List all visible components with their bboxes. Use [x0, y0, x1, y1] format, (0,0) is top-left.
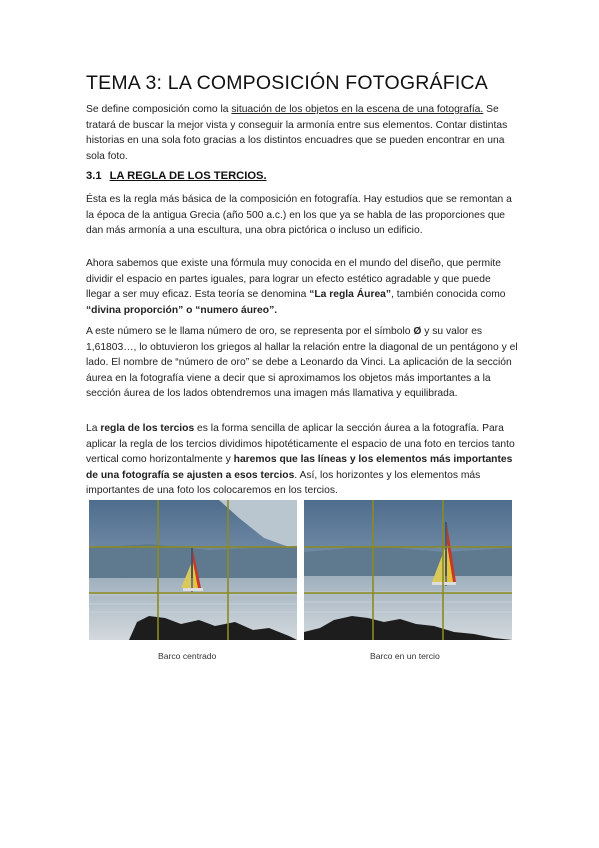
photo-boat-centered [89, 500, 297, 640]
p4-text-3: . Así, los horizontes y los elementos más importantes de una foto los colocaremos en los tercios. [86, 469, 481, 497]
p3-bold-symbol: Ø [413, 326, 422, 337]
intro-underlined-text: situación de los objetos en la escena de una fotografía. [231, 104, 484, 115]
p4-bold-regla-tercios: regla de los tercios [100, 423, 195, 434]
p4-bold-lineas: haremos que las líneas y los elementos más importantes de una fotografía se ajusten a esos tercios [86, 454, 513, 481]
photo-boat-on-third [304, 500, 512, 640]
section-number: 3.1 [86, 170, 102, 182]
p3-text: A este número se le llama número de oro, se representa por el símbolo [86, 326, 414, 337]
boat-third-image [304, 500, 512, 640]
paragraph-3 [86, 324, 518, 402]
p2-bold-regla-aurea: “La regla Áurea” [309, 289, 392, 301]
section-heading [86, 170, 267, 182]
p4-text-2: es la forma sencilla de aplicar la sección áurea a la fotografía. Para aplicar la regla de los tercios dividimos hipotéticamente el espacio de una foto en tercios tanto vertical como horizontalmente y [86, 423, 515, 466]
caption-boat-on-third: Barco en un tercio [370, 651, 440, 661]
p4-text: La [86, 423, 101, 434]
p3-text-2: y su valor es 1,61803…, lo obtuvieron los griegos al hallar la relación entre la diagonal de un pentágono y el lado. El nombre de “número de oro” se debe a Leonardo da Vinci. La aplicación de la sección áurea en la fotografía viene a decir que si aproximamos los objetos más importantes a la sección áurea de los lados obtendremos una imagen más llamativa y equilibrada. [86, 326, 518, 400]
page-title: TEMA 3: LA COMPOSICIÓN FOTOGRÁFICA [86, 72, 488, 94]
intro-text-end: Se tratará de buscar la mejor vista y conseguir la armonía entre sus elementos. Contar distintas historias en una sola foto gracias a los distintos encuadres que se pueden encontrar en una sola foto. [86, 104, 508, 162]
paragraph-1: Ésta es la regla más básica de la composición en fotografía. Hay estudios que se remontan a la época de la antigua Grecia (año 500 a.c.) en los que ya se habla de las proporciones que dan más armonía a una escultura, una obra pictórica o incluso un edificio. [86, 194, 512, 237]
intro-paragraph [86, 102, 518, 164]
caption-boat-centered: Barco centrado [158, 651, 217, 661]
intro-text: Se define composición como la [86, 104, 232, 115]
boat-centered-image [89, 500, 297, 640]
p2-bold-divina-proporcion: “divina proporción” o “numero áureo”. [86, 304, 278, 316]
section-title: LA REGLA DE LOS TERCIOS. [109, 170, 267, 182]
p2-text: Ahora sabemos que existe una fórmula muy conocida en el mundo del diseño, que permite dividir el espacio en partes iguales, para lograr un efecto estético agradable y que puede llegar a ser muy eficaz. Esta teoría se denomina [86, 258, 501, 301]
paragraph-4 [86, 421, 518, 499]
p2-text-2: , también conocida como [391, 289, 506, 301]
paragraph-2 [86, 256, 518, 318]
